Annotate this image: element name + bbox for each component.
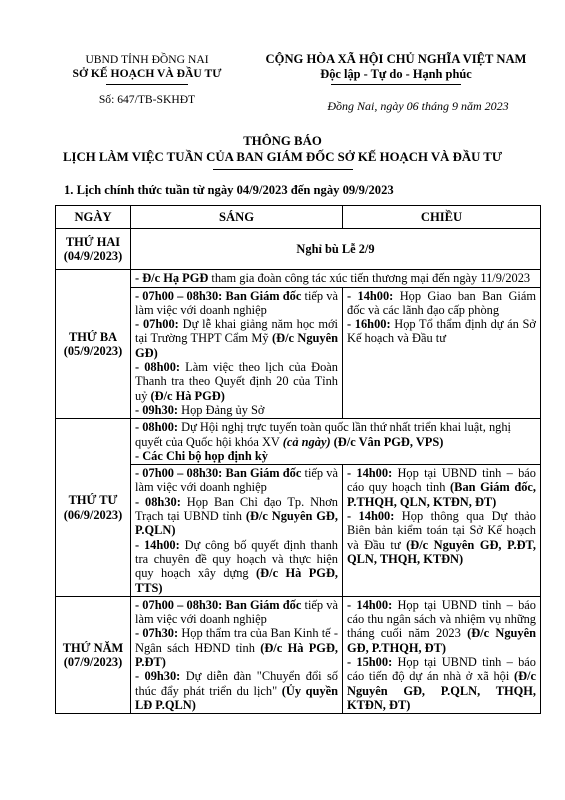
schedule-item: - 16h00: Họp Tổ thẩm định dự án Sở Kế hoạch và Đầu tư (347, 317, 536, 346)
morning-cell (131, 596, 343, 713)
national-motto: Độc lập - Tự do - Hạnh phúc (320, 67, 472, 81)
header-afternoon: CHIỀU (343, 206, 541, 229)
schedule-item: - 07h00 – 08h30: Ban Giám đốc tiếp và làm việc với doanh nghiệp (135, 288, 338, 317)
fullday-entry: - Đ/c Hạ PGĐ tham gia đoàn công tác xúc tiến thương mại đến ngày 11/9/2023 (131, 270, 541, 287)
header-day: NGÀY (56, 206, 131, 229)
afternoon-cell (343, 287, 541, 419)
document-title (20, 133, 545, 170)
schedule-item: - 07h00 – 08h30: Ban Giám đốc tiếp và làm việc với doanh nghiệp (135, 466, 338, 495)
day-cell-tuesday (56, 270, 131, 419)
day-date: (04/9/2023) (63, 249, 123, 264)
schedule-item: - Các Chi bộ họp định kỳ (135, 448, 268, 463)
table-row-tuesday-fullday (56, 270, 541, 287)
schedule-item: - 14h00: Họp tại UBND tỉnh – báo cáo quy hoạch tỉnh (Ban Giám đốc, P.THQH, QLN, KTĐN, ĐT) (347, 466, 537, 509)
title-line-1: THÔNG BÁO (243, 134, 322, 148)
schedule-item: - 14h00: Họp tại UBND tỉnh – báo cáo thu ngân sách và nhiệm vụ những tháng cuối năm 2023 (Đ/c Nguyên GĐ, P.THQH, ĐT) (347, 597, 537, 655)
day-name: THỨ NĂM (62, 640, 124, 655)
schedule-item: - 08h00: Dự Hội nghị trực tuyến toàn quốc lần thứ nhất triển khai luật, nghị quyết của Quốc hội khóa XV (cả ngày) (Đ/c Vân PGĐ, VPS) (135, 420, 511, 449)
nation-name: CỘNG HÒA XÃ HỘI CHỦ NGHĨA VIỆT NAM (265, 52, 527, 66)
issuing-agency: SỞ KẾ HOẠCH VÀ ĐẦU TƯ (72, 67, 222, 80)
day-date: (05/9/2023) (63, 344, 123, 359)
afternoon-cell (343, 596, 541, 713)
table-header-row (56, 206, 541, 229)
national-header (246, 52, 546, 85)
title-line-2: LỊCH LÀM VIỆC TUẦN CỦA BAN GIÁM ĐỐC SỞ KẾ HOẠCH VÀ ĐẦU TƯ (62, 150, 503, 164)
issuer-header (62, 53, 232, 107)
day-cell-wednesday (56, 419, 131, 597)
schedule-item: - 15h00: Họp tại UBND tỉnh – báo cáo tiến độ dự án nhà ở xã hội (Đ/c Nguyên GĐ, P.QLN, THQH, KTĐN, ĐT) (347, 655, 537, 712)
fullday-entry (131, 419, 541, 465)
afternoon-cell (343, 465, 541, 597)
day-date: (06/9/2023) (63, 507, 123, 522)
schedule-item: - 14h00: Họp thông qua Dự thảo Biên bản kiểm toán tại Sở Kế hoạch và Đầu tư (Đ/c Nguyên GĐ, P.ĐT, QLN, THQH, KTĐN) (347, 509, 537, 566)
issuing-authority: UBND TỈNH ĐỒNG NAI (85, 53, 209, 66)
schedule-item: - 07h30: Họp thẩm tra của Ban Kinh tế - Ngân sách HĐND tỉnh (Đ/c Hà PGĐ, P.ĐT) (135, 626, 338, 670)
schedule-item: - 07h00: Dự lễ khai giảng năm học mới tại Trường THPT Cẩm Mỹ (Đ/c Nguyên GĐ) (135, 317, 338, 360)
table-row-wednesday-fullday (56, 419, 541, 465)
issue-date: Đồng Nai, ngày 06 tháng 9 năm 2023 (327, 99, 509, 113)
schedule-item: - 08h30: Họp Ban Chỉ đạo Tp. Nhơn Trạch tại UBND tỉnh (Đ/c Nguyên GĐ, P.QLN) (135, 494, 338, 538)
motto-underline (331, 84, 461, 85)
table-row-thursday (56, 596, 541, 713)
holiday-note: Nghỉ bù Lễ 2/9 (131, 229, 541, 270)
header-morning: SÁNG (131, 206, 343, 229)
schedule-item: - 08h00: Làm việc theo lịch của Đoàn Thanh tra theo Quyết định 20 của Tỉnh uỷ (Đ/c Hà PGĐ) (135, 360, 339, 403)
table-row-monday (56, 229, 541, 270)
agency-underline (106, 84, 188, 85)
schedule-item: - 14h00: Dự công bố quyết định thanh tra chuyên đề quy hoạch và thực hiện quy hoạch xây dựng (Đ/c Hà PGĐ, TTS) (135, 537, 338, 595)
title-underline (213, 169, 353, 170)
section-heading: 1. Lịch chính thức tuần từ ngày 04/9/2023 đến ngày 09/9/2023 (64, 183, 394, 197)
day-name: THỨ BA (68, 329, 118, 344)
morning-cell (131, 287, 343, 419)
schedule-item: - 07h00 – 08h30: Ban Giám đốc tiếp và làm việc với doanh nghiệp (135, 597, 338, 627)
document-number: Số: 647/TB-SKHĐT (98, 93, 196, 106)
day-name: THỨ TƯ (68, 493, 118, 508)
day-cell-monday (56, 229, 131, 270)
weekly-schedule-table (55, 205, 541, 714)
morning-cell (131, 465, 343, 597)
day-date: (07/9/2023) (63, 655, 123, 670)
schedule-item: - 14h00: Họp Giao ban Ban Giám đốc và các lãnh đạo cấp phòng (347, 288, 536, 317)
day-cell-thursday (56, 596, 131, 713)
schedule-item: - 09h30: Dự diễn đàn "Chuyển đổi số thúc đẩy phát triển du lịch" (Ủy quyền LĐ P.QLN) (135, 669, 338, 712)
day-name: THỨ HAI (65, 235, 121, 249)
schedule-item: - 09h30: Họp Đảng ủy Sở (135, 402, 265, 417)
